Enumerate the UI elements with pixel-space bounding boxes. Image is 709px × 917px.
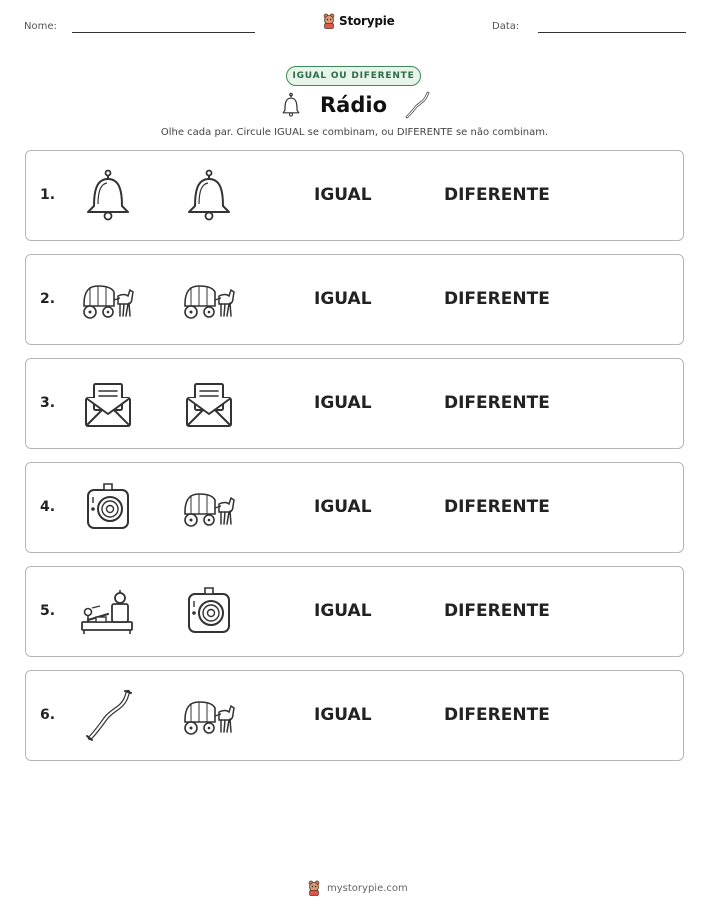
question-row-2 xyxy=(25,254,684,345)
bell-icon xyxy=(181,168,237,224)
question-row-6 xyxy=(25,670,684,761)
horse-wagon-icon xyxy=(181,480,237,536)
footer xyxy=(307,880,408,896)
bell-icon xyxy=(278,92,304,122)
page-title: Rádio xyxy=(320,93,387,117)
igual-option[interactable]: IGUAL xyxy=(314,289,372,309)
igual-option[interactable]: IGUAL xyxy=(314,185,372,205)
diferente-option[interactable]: DIFERENTE xyxy=(444,393,550,413)
horse-wagon-icon xyxy=(80,272,136,328)
question-number: 4. xyxy=(40,499,56,515)
speaker-cube-icon xyxy=(181,584,237,640)
date-line[interactable] xyxy=(538,32,686,33)
instructions: Olhe cada par. Circule IGUAL se combinam, ou DIFERENTE se não combinam. xyxy=(160,127,549,138)
question-row-4 xyxy=(25,462,684,553)
question-number: 2. xyxy=(40,291,56,307)
mascot-icon xyxy=(322,13,336,29)
activity-badge: IGUAL OU DIFERENTE xyxy=(286,66,421,86)
question-number: 5. xyxy=(40,603,56,619)
question-number: 3. xyxy=(40,395,56,411)
cable-icon xyxy=(80,688,136,744)
igual-option[interactable]: IGUAL xyxy=(314,497,372,517)
question-row-3 xyxy=(25,358,684,449)
footer-url: mystorypie.com xyxy=(327,882,408,894)
storypie-logo xyxy=(322,13,395,29)
date-label: Data: xyxy=(492,21,520,32)
igual-option[interactable]: IGUAL xyxy=(314,601,372,621)
mascot-icon xyxy=(307,880,321,896)
name-line[interactable] xyxy=(72,32,255,33)
diferente-option[interactable]: DIFERENTE xyxy=(444,705,550,725)
diferente-option[interactable]: DIFERENTE xyxy=(444,185,550,205)
question-row-5 xyxy=(25,566,684,657)
bell-icon xyxy=(80,168,136,224)
question-number: 6. xyxy=(40,707,56,723)
diferente-option[interactable]: DIFERENTE xyxy=(444,497,550,517)
igual-option[interactable]: IGUAL xyxy=(314,393,372,413)
question-row-1 xyxy=(25,150,684,241)
horse-wagon-icon xyxy=(181,688,237,744)
envelope-letter-icon xyxy=(80,376,136,432)
name-label: Nome: xyxy=(24,21,57,32)
envelope-letter-icon xyxy=(181,376,237,432)
telegraph-key-icon xyxy=(80,584,136,640)
igual-option[interactable]: IGUAL xyxy=(314,705,372,725)
logo-text: Storypie xyxy=(339,14,395,28)
question-number: 1. xyxy=(40,187,56,203)
cable-icon xyxy=(402,90,432,124)
diferente-option[interactable]: DIFERENTE xyxy=(444,601,550,621)
horse-wagon-icon xyxy=(181,272,237,328)
diferente-option[interactable]: DIFERENTE xyxy=(444,289,550,309)
speaker-cube-icon xyxy=(80,480,136,536)
